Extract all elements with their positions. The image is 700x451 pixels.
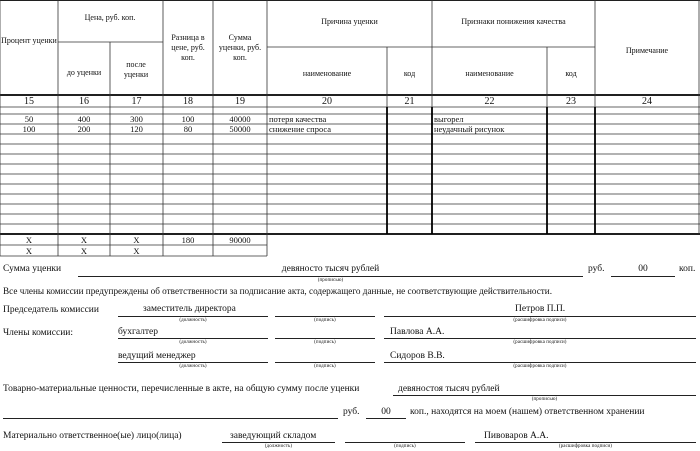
header-markdown-sum: Сумма уценки, руб. коп.: [218, 33, 262, 62]
header-quality-group: Признаки понижения качества: [461, 17, 566, 26]
sum-kop-value: 00: [638, 264, 648, 274]
column-number: 16: [79, 96, 89, 107]
goods-kop-value: 00: [381, 407, 391, 417]
header-reason-code: код: [403, 69, 416, 78]
cell-difference: 100: [181, 114, 195, 124]
member-signature-line: [275, 338, 375, 339]
total-cell: X: [25, 235, 33, 245]
sum-words-line: [78, 276, 583, 277]
decoding-hint: (расшифровка подписи): [513, 318, 567, 323]
cell-markdown-sum: 50000: [229, 124, 251, 134]
position-hint: (должность): [179, 340, 207, 345]
cell-price-before: 200: [77, 124, 91, 134]
cell-price-after: 120: [130, 124, 143, 134]
header-percent: Процент уценки: [1, 36, 57, 45]
chairman-position: заместитель директора: [143, 304, 236, 314]
responsible-signature-line: [345, 442, 465, 443]
decoding-hint: (расшифровка подписи): [513, 340, 567, 345]
member-position-line: [118, 338, 268, 339]
header-price-before: до уценки: [66, 68, 102, 77]
sum-words-hint: (прописью): [317, 278, 344, 283]
chairman-signature-line: [275, 316, 375, 317]
column-number: 18: [183, 96, 193, 107]
total-cell: X: [25, 246, 33, 256]
header-reason-name: наименование: [302, 69, 352, 78]
cell-reason: потеря качества: [269, 114, 327, 124]
member-signature-line: [275, 362, 375, 363]
column-number: 23: [566, 96, 576, 107]
total-difference: 180: [181, 235, 195, 245]
member-position: бухгалтер: [118, 327, 159, 337]
total-cell: X: [133, 235, 140, 245]
header-reason-group: Причина уценки: [321, 17, 378, 26]
member-name: Сидоров В.В.: [390, 351, 445, 361]
position-hint: (должность): [179, 318, 207, 323]
cell-reason: снижение спроса: [269, 124, 332, 134]
header-price-group: Цена, руб. коп.: [84, 13, 136, 22]
cell-quality: неудачный рисунок: [434, 124, 505, 134]
header-note: Примечание: [625, 46, 669, 55]
total-cell: X: [133, 246, 140, 256]
header-price-after: после уценки: [123, 60, 149, 79]
sum-rub-label: руб.: [588, 264, 605, 274]
header-difference: Разница в цене, руб. коп.: [171, 33, 205, 62]
members-label: Члены комиссии:: [3, 328, 74, 338]
position-hint: (должность): [179, 364, 207, 369]
column-number: 19: [235, 96, 245, 107]
cell-price-before: 400: [77, 114, 91, 124]
column-number: 21: [404, 96, 415, 107]
cell-quality: выгорел: [434, 114, 464, 124]
sum-kop-line: [611, 276, 675, 277]
cell-markdown-sum: 40000: [229, 114, 251, 124]
sum-words: девяносто тысяч рублей: [281, 264, 380, 274]
decoding-hint: (расшифровка подписи): [558, 444, 613, 449]
sum-label: Сумма уценки: [3, 264, 62, 274]
chairman-name: Петров П.П.: [515, 304, 566, 314]
sum-kop-label: коп.: [679, 264, 696, 274]
chairman-name-line: [384, 316, 696, 317]
responsible-label: Материально ответственное(ые) лицо(лица): [3, 431, 182, 441]
signature-hint: (подпись): [314, 318, 336, 323]
signature-hint: (подпись): [394, 444, 416, 449]
goods-amount-line: [393, 395, 696, 396]
goods-text: Товарно-материальные ценности, перечисленные в акте, на общую сумму после уценки: [3, 384, 360, 394]
goods-rub-label: руб.: [343, 407, 360, 417]
member-position: ведущий менеджер: [118, 351, 196, 361]
warning-text: Все члены комиссии предупреждены об ответственности за подписание акта, содержащего данные, не соответствующие действительности.: [3, 286, 553, 296]
header-quality-code: код: [565, 69, 577, 78]
column-number: 24: [642, 96, 652, 107]
responsible-name-line: [475, 442, 696, 443]
goods-words-hint: (прописью): [531, 397, 558, 402]
responsible-name: Пивоваров А.А.: [484, 431, 549, 441]
position-hint: (должность): [264, 444, 293, 449]
column-number: 17: [131, 96, 142, 107]
signature-hint: (подпись): [314, 364, 336, 369]
column-number: 15: [24, 96, 34, 107]
cell-difference: 80: [183, 124, 193, 134]
signature-hint: (подпись): [314, 340, 336, 345]
decoding-hint: (расшифровка подписи): [513, 364, 567, 369]
column-number: 22: [484, 96, 495, 107]
total-cell: X: [80, 235, 88, 245]
cell-percent: 50: [24, 114, 34, 124]
goods-continuation-line: [3, 418, 338, 419]
responsible-position-line: [222, 442, 335, 443]
goods-kop-line: [366, 418, 406, 419]
chairman-position-line: [118, 316, 268, 317]
chairman-label: Председатель комиссии: [3, 305, 99, 315]
goods-tail: коп., находятся на моем (нашем) ответственном хранении: [410, 407, 645, 417]
member-name-line: [384, 338, 696, 339]
responsible-position: заведующий складом: [230, 431, 317, 441]
header-quality-name: наименование: [465, 69, 514, 78]
member-name-line: [384, 362, 696, 363]
member-name: Павлова А.А.: [390, 327, 445, 337]
goods-amount-words: девяностоя тысяч рублей: [398, 384, 500, 394]
total-cell: X: [80, 246, 88, 256]
total-markdown-sum: 90000: [229, 235, 251, 245]
cell-percent: 100: [22, 124, 36, 134]
column-number: 20: [322, 96, 332, 107]
member-position-line: [118, 362, 268, 363]
cell-price-after: 300: [130, 114, 143, 124]
